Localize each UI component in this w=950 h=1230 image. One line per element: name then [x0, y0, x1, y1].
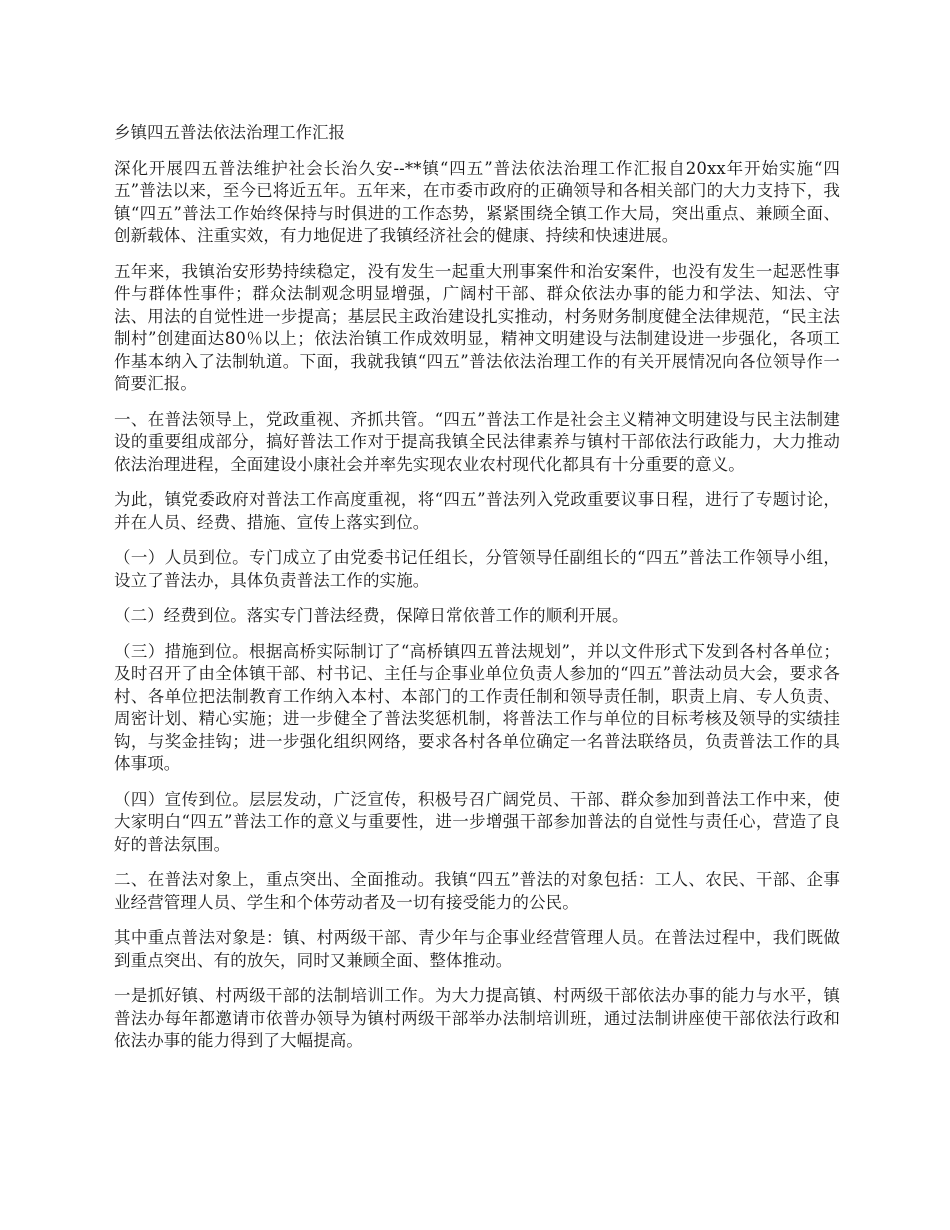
- document-page: [114, 122, 840, 1066]
- paragraph-item-funding: （二）经费到位。落实专门普法经费，保障日常依普工作的顺利开展。: [114, 606, 629, 625]
- paragraph-section-2: 二、在普法对象上，重点突出、全面推动。我镇“四五”普法的对象包括：工人、农民、干部、企事业经营管理人员、学生和个体劳动者及一切有接受能力的公民。: [114, 870, 840, 912]
- paragraph-item-personnel: （一）人员到位。专门成立了由党委书记任组长，分管领导任副组长的“四五”普法工作领导小组，设立了普法办，具体负责普法工作的实施。: [114, 548, 840, 590]
- paragraph-section-1: 一、在普法领导上，党政重视、齐抓共管。“四五”普法工作是社会主义精神文明建设与民主法制建设的重要组成部分，搞好普法工作对于提高我镇全民法律素养与镇村干部依法行政能力，大力推动依法治理进程，全面建设小康社会并率先实现农业农村现代化都具有十分重要的意义。: [114, 409, 840, 474]
- paragraph-section-2-focus: 其中重点普法对象是：镇、村两级干部、青少年与企事业经营管理人员。在普法过程中，我们既做到重点突出、有的放矢，同时又兼顾全面、整体推动。: [114, 928, 840, 970]
- paragraph-item-publicity: （四）宣传到位。层层发动，广泛宣传，积极号召广阔党员、干部、群众参加到普法工作中来，使大家明白“四五”普法工作的意义与重要性，进一步增强干部参加普法的自觉性与责任心，营造了良好的普法氛围。: [114, 789, 840, 854]
- paragraph-section-1-detail: 为此，镇党委政府对普法工作高度重视，将“四五”普法列入党政重要议事日程，进行了专题讨论，并在人员、经费、措施、宣传上落实到位。: [114, 490, 840, 532]
- paragraph-intro: 深化开展四五普法维护社会长治久安--**镇“四五”普法依法治理工作汇报自20xx年开始实施“四五”普法以来，至今已将近五年。五年来，在市委市政府的正确领导和各相关部门的大力支持下，我镇“四五”普法工作始终保持与时俱进的工作态势，紧紧围绕全镇工作大局，突出重点、兼顾全面、创新载体、注重实效，有力地促进了我镇经济社会的健康、持续和快速进展。: [114, 158, 840, 245]
- paragraph-item-measures: （三）措施到位。根据高桥实际制订了“高桥镇四五普法规划”，并以文件形式下发到各村各单位；及时召开了由全体镇干部、村书记、主任与企事业单位负责人参加的“四五”普法动员大会，要求各村、各单位把法制教育工作纳入本村、本部门的工作责任制和领导责任制，职责上肩、专人负责、周密计划、精心实施；进一步健全了普法奖惩机制，将普法工作与单位的目标考核及领导的实绩挂钩，与奖金挂钩；进一步强化组织网络，要求各村各单位确定一名普法联络员，负责普法工作的具体事项。: [114, 641, 840, 773]
- paragraph-overview: 五年来，我镇治安形势持续稳定，没有发生一起重大刑事案件和治安案件，也没有发生一起恶性事件与群体性事件；群众法制观念明显增强，广阔村干部、群众依法办事的能力和学法、知法、守法、用法的自觉性进一步提高；基层民主政治建设扎实推动，村务财务制度健全法律规范，“民主法制村”创建面达80％以上；依法治镇工作成效明显，精神文明建设与法制建设进一步强化，各项工作基本纳入了法制轨道。下面，我就我镇“四五”普法依法治理工作的有关开展情况向各位领导作一简要汇报。: [114, 261, 840, 393]
- document-title: 乡镇四五普法依法治理工作汇报: [114, 123, 345, 142]
- paragraph-section-2-training: 一是抓好镇、村两级干部的法制培训工作。为大力提高镇、村两级干部依法办事的能力与水平，镇普法办每年都邀请市依普办领导为镇村两级干部举办法制培训班，通过法制讲座使干部依法行政和依法办事的能力得到了大幅提高。: [114, 986, 840, 1050]
